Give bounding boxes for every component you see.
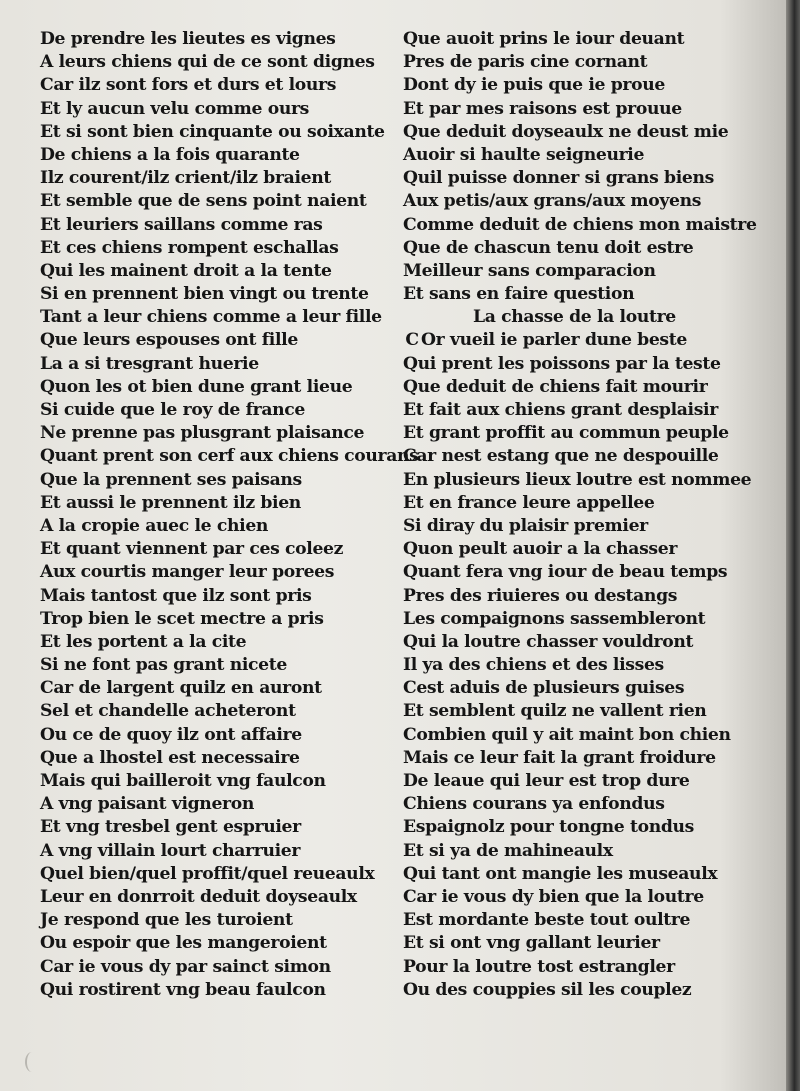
verse-line: Ou espoir que les mangeroient: [40, 933, 327, 954]
page-smudge: [25, 1052, 39, 1072]
verse-line: Que deduit doyseaulx ne deust mie: [403, 121, 729, 142]
verse-line: Et si ont vng gallant leurier: [403, 933, 660, 954]
paraph-mark: C: [405, 330, 419, 351]
verse-line: En plusieurs lieux loutre est nommee: [403, 469, 752, 490]
verse-line: Aux petis/aux grans/aux moyens: [403, 191, 702, 212]
verse-line: Il ya des chiens et des lisses: [403, 655, 664, 676]
verse-line: Pres des riuieres ou destangs: [403, 585, 678, 606]
verse-line: Et grant proffit au commun peuple: [403, 423, 729, 444]
verse-line: Et sans en faire question: [403, 284, 635, 305]
verse-line: Mais ce leur fait la grant froidure: [403, 747, 716, 768]
verse-line: A vng paisant vigneron: [40, 794, 255, 815]
verse-line: Que leurs espouses ont fille: [40, 330, 298, 351]
verse-line: Car nest estang que ne despouille: [403, 446, 719, 467]
verse-line: Mais tantost que ilz sont pris: [40, 585, 312, 606]
verse-line: Ilz courent/ilz crient/ilz braient: [40, 168, 331, 189]
verse-line: Et semblent quilz ne vallent rien: [403, 701, 707, 722]
verse-line: Auoir si haulte seigneurie: [403, 144, 645, 165]
verse-line: Cest aduis de plusieurs guises: [403, 678, 685, 699]
page-binding-edge: [786, 0, 800, 1091]
verse-line: Et semble que de sens point naient: [40, 191, 367, 212]
right-column-verses-top: [403, 28, 757, 306]
verse-line: De prendre les lieutes es vignes: [40, 29, 336, 49]
verse-line: Qui rostirent vng beau faulcon: [40, 979, 326, 1000]
verse-line: Qui les mainent droit a la tente: [40, 260, 332, 281]
right-text-column: [403, 28, 757, 1002]
verse-line: Quon peult auoir a la chasser: [403, 539, 678, 560]
verse-line: Car ie vous dy par sainct simon: [40, 956, 331, 977]
verse-line: Quant prent son cerf aux chiens courans: [40, 446, 419, 467]
verse-line: Les compaignons sassembleront: [403, 608, 706, 629]
verse-line: Trop bien le scet mectre a pris: [40, 608, 324, 629]
section-heading: La chasse de la loutre: [473, 307, 676, 328]
verse-line: Leur en donrroit deduit doyseaulx: [40, 886, 357, 907]
verse-line: A leurs chiens qui de ce sont dignes: [40, 52, 375, 73]
verse-line: De chiens a la fois quarante: [40, 144, 300, 165]
verse-line: Qui la loutre chasser vouldront: [403, 631, 694, 652]
right-column-verses-bottom: [403, 353, 757, 1002]
verse-line: A la cropie auec le chien: [40, 515, 269, 536]
verse-line: Chiens courans ya enfondus: [403, 794, 665, 815]
verse-line: Car de largent quilz en auront: [40, 678, 322, 699]
verse-line: Quil puisse donner si grans biens: [403, 168, 714, 189]
verse-line: Que deduit de chiens fait mourir: [403, 376, 708, 397]
verse-line: Tant a leur chiens comme a leur fille: [40, 307, 382, 328]
verse-line: Et quant viennent par ces coleez: [40, 539, 344, 560]
verse-line: Aux courtis manger leur porees: [40, 562, 335, 583]
verse-line: La a si tresgrant huerie: [40, 353, 259, 374]
verse-line: Et ly aucun velu comme ours: [40, 98, 309, 119]
verse-line: Ou ce de quoy ilz ont affaire: [40, 724, 302, 745]
verse-line: Meilleur sans comparacion: [403, 260, 656, 281]
verse-line: Et si ya de mahineaulx: [403, 840, 613, 861]
left-text-column: [40, 28, 419, 1002]
verse-line: Que a lhostel est necessaire: [40, 747, 300, 768]
verse-line: Et par mes raisons est prouue: [403, 98, 682, 119]
verse-line: Mais qui bailleroit vng faulcon: [40, 771, 326, 791]
verse-line: Car ilz sont fors et durs et lours: [40, 75, 337, 96]
verse-line: Et les portent a la cite: [40, 631, 247, 652]
verse-line: Et aussi le prennent ilz bien: [40, 492, 301, 513]
verse-line: De leaue qui leur est trop dure: [403, 771, 690, 791]
verse-line: Quant fera vng iour de beau temps: [403, 562, 728, 583]
verse-line: Sel et chandelle acheteront: [40, 701, 296, 722]
verse-line: Et vng tresbel gent espruier: [40, 817, 301, 838]
verse-line: Qui tant ont mangie les museaulx: [403, 863, 718, 884]
verse-line: Et si sont bien cinquante ou soixante: [40, 121, 385, 142]
verse-line: Ou des couppies sil les couplez: [403, 979, 692, 1000]
verse-line: Je respond que les turoient: [40, 910, 293, 931]
verse-line: Car ie vous dy bien que la loutre: [403, 886, 704, 907]
verse-line: Et ces chiens rompent eschallas: [40, 237, 339, 258]
verse-line: Comme deduit de chiens mon maistre: [403, 214, 757, 235]
verse-line: Pres de paris cine cornant: [403, 52, 648, 73]
verse-line: Que la prennent ses paisans: [40, 469, 302, 490]
first-verse-text: Or vueil ie parler dune beste: [421, 330, 687, 351]
first-verse-with-paraph: [403, 329, 757, 352]
verse-line: A vng villain lourt charruier: [40, 840, 301, 861]
verse-line: Si diray du plaisir premier: [403, 515, 648, 536]
verse-line: Et en france leure appellee: [403, 492, 655, 513]
verse-line: Espaignolz pour tongne tondus: [403, 817, 695, 838]
verse-line: Quel bien/quel proffit/quel reueaulx: [40, 863, 375, 884]
verse-line: Et fait aux chiens grant desplaisir: [403, 400, 718, 420]
verse-line: Que auoit prins le iour deuant: [403, 29, 685, 49]
verse-line: Dont dy ie puis que ie proue: [403, 75, 665, 96]
verse-line: Pour la loutre tost estrangler: [403, 956, 675, 977]
verse-line: Si ne font pas grant nicete: [40, 655, 287, 676]
verse-line: Quon les ot bien dune grant lieue: [40, 376, 353, 397]
verse-line: Si cuide que le roy de france: [40, 400, 305, 420]
verse-line: Que de chascun tenu doit estre: [403, 237, 694, 258]
verse-line: Qui prent les poissons par la teste: [403, 353, 721, 374]
verse-line: Et leuriers saillans comme ras: [40, 214, 323, 235]
verse-line: Est mordante beste tout oultre: [403, 910, 691, 931]
verse-line: Combien quil y ait maint bon chien: [403, 724, 731, 745]
verse-line: Si en prennent bien vingt ou trente: [40, 284, 369, 305]
verse-line: Ne prenne pas plusgrant plaisance: [40, 423, 365, 444]
